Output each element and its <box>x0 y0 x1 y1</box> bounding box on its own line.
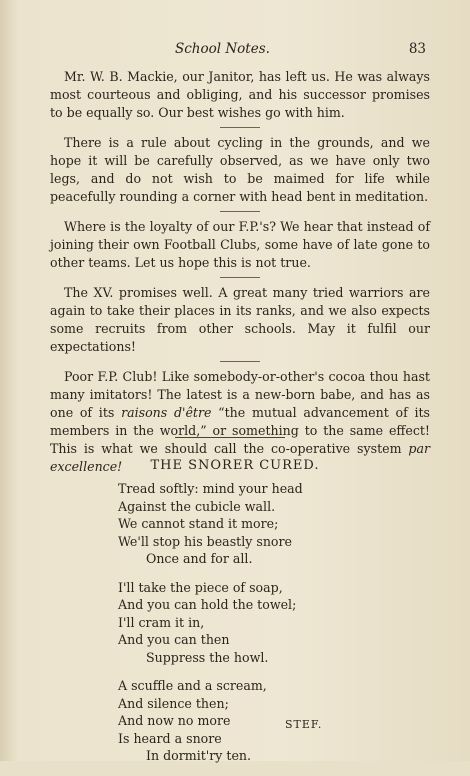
poem-line: Tread softly: mind your head <box>118 481 303 496</box>
poem-line: And now no more <box>118 713 231 728</box>
poem-signature: STEF. <box>285 718 323 731</box>
note-xv: The XV. promises well. A great many tried warriors are again to take their places in its ranks, and we also expects some recruits from other schools. May it fulfil our expectations! <box>50 285 430 354</box>
page-number: 83 <box>408 41 426 57</box>
poem-line: We'll stop his beastly snore <box>118 533 292 549</box>
poem-line: A scuffle and a scream, <box>118 678 267 693</box>
note-divider <box>220 361 260 362</box>
note-loyalty: Where is the loyalty of our F.P.'s? We hear that instead of joining their own Football Clubs, some have of late gone to other teams. Let us hope this is not true. <box>50 219 430 270</box>
poem-line: In dormit'ry ten. <box>146 748 252 763</box>
note-divider <box>220 211 260 212</box>
poem-line: Is heard a snore <box>118 730 222 746</box>
poem <box>118 480 378 776</box>
poem-title: THE SNORER CURED. <box>150 458 320 473</box>
poem-line: And you can then <box>118 632 230 647</box>
running-header <box>50 41 430 61</box>
poem-line: And silence then; <box>118 695 229 711</box>
poem-line: I'll take the piece of soap, <box>118 579 283 595</box>
note-divider <box>220 277 260 278</box>
note-divider <box>220 127 260 128</box>
poem-line: I'll cram it in, <box>118 614 205 630</box>
section-divider <box>175 437 285 438</box>
poem-stanza <box>118 677 378 765</box>
poem-line: Once and for all. <box>146 551 253 566</box>
poem-line: Suppress the howl. <box>146 649 269 665</box>
poem-line: Against the cubicle wall. <box>118 498 276 514</box>
note-fp-club: Poor F.P. Club! Like somebody-or-other's cocoa thou hast many imitators! The latest is a new-born babe, and has as one of its raisons d'être “the mutual advancement of its members in the world,” or something to the same effect! This is what we should call the co-operative system par excellence! <box>50 369 430 474</box>
note-cycling: There is a rule about cycling in the grounds, and we hope it will be carefully observed, as we have only two legs, and do not wish to be maimed for life while peacefully rounding a corner with head bent in meditation. <box>50 135 430 204</box>
poem-stanza <box>118 579 378 667</box>
poem-line: And you can hold the towel; <box>118 597 297 612</box>
poem-stanza <box>118 480 378 568</box>
school-notes <box>50 68 430 476</box>
header-title: School Notes. <box>175 41 270 57</box>
poem-line: We cannot stand it more; <box>118 516 279 531</box>
note-janitor: Mr. W. B. Mackie, our Janitor, has left us. He was always most courteous and obliging, and his successor promises to be equally so. Our best wishes go with him. <box>50 69 430 120</box>
